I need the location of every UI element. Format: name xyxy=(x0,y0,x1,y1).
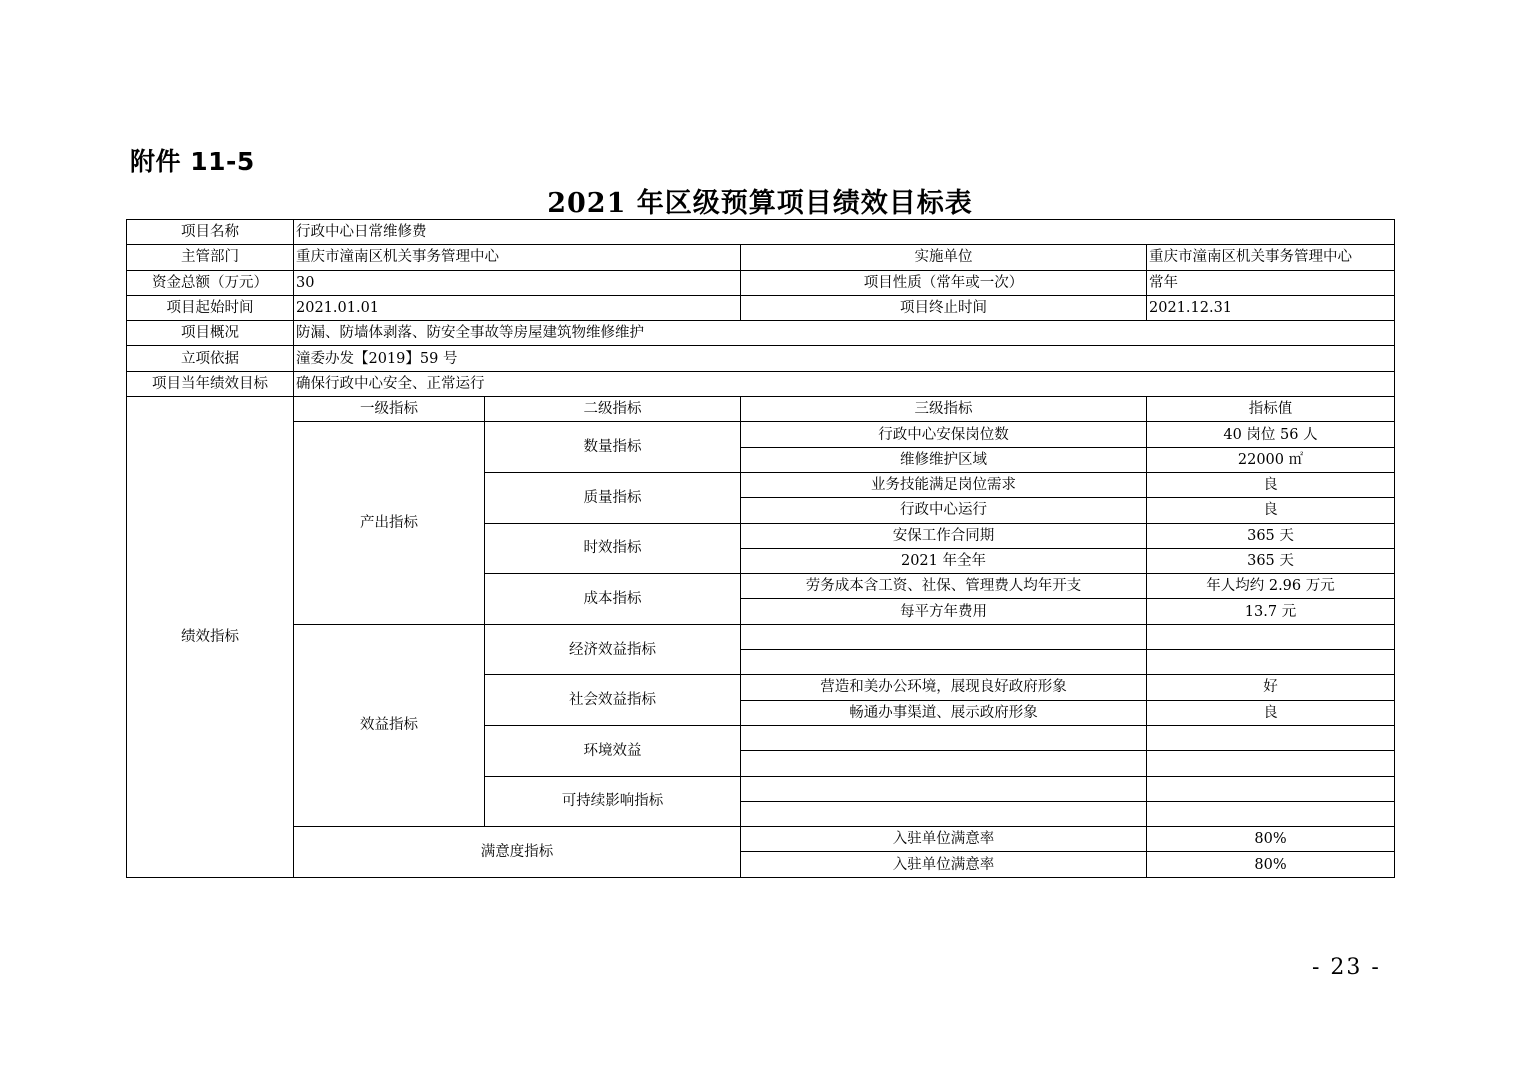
level1-header: 一级指标 xyxy=(294,397,485,422)
table-row xyxy=(127,397,1395,422)
indicator-name: 业务技能满足岗位需求 xyxy=(741,472,1147,497)
indicator-name: 每平方年费用 xyxy=(741,599,1147,624)
indicator-value xyxy=(1147,650,1395,675)
indicator-value xyxy=(1147,624,1395,649)
table-row xyxy=(127,624,1395,649)
indicator-value: 好 xyxy=(1147,675,1395,700)
performance-indicators-label: 绩效指标 xyxy=(127,397,294,878)
timeliness-indicators-label: 时效指标 xyxy=(485,523,741,574)
project-name-label: 项目名称 xyxy=(127,220,294,245)
basis-value: 潼委办发【2019】59 号 xyxy=(294,346,1395,371)
attachment-label: 附件 11-5 xyxy=(130,147,255,176)
indicator-name: 行政中心安保岗位数 xyxy=(741,422,1147,447)
social-benefit-label: 社会效益指标 xyxy=(485,675,741,726)
performance-target-table xyxy=(126,219,1395,878)
indicator-value: 365 天 xyxy=(1147,548,1395,573)
table-row xyxy=(127,270,1395,295)
indicator-value: 良 xyxy=(1147,472,1395,497)
implementer-value: 重庆市潼南区机关事务管理中心 xyxy=(1147,245,1395,270)
annual-goal-value: 确保行政中心安全、正常运行 xyxy=(294,371,1395,396)
overview-label: 项目概况 xyxy=(127,321,294,346)
indicator-value xyxy=(1147,801,1395,826)
nature-value: 常年 xyxy=(1147,270,1395,295)
table-row xyxy=(127,422,1395,447)
indicator-name: 维修维护区域 xyxy=(741,447,1147,472)
quantity-indicators-label: 数量指标 xyxy=(485,422,741,473)
indicator-name: 入驻单位满意率 xyxy=(741,852,1147,877)
indicator-value: 13.7 元 xyxy=(1147,599,1395,624)
table-row xyxy=(127,295,1395,320)
page-number: - 23 - xyxy=(1312,955,1381,980)
benefit-indicators-label: 效益指标 xyxy=(294,624,485,826)
sustainable-impact-label: 可持续影响指标 xyxy=(485,776,741,827)
indicator-name: 营造和美办公环境，展现良好政府形象 xyxy=(741,675,1147,700)
end-date-label: 项目终止时间 xyxy=(741,295,1147,320)
funds-label: 资金总额（万元） xyxy=(127,270,294,295)
indicator-name xyxy=(741,725,1147,750)
indicator-value xyxy=(1147,725,1395,750)
start-date-value: 2021.01.01 xyxy=(294,295,741,320)
indicator-name xyxy=(741,751,1147,776)
annual-goal-label: 项目当年绩效目标 xyxy=(127,371,294,396)
indicator-name: 入驻单位满意率 xyxy=(741,827,1147,852)
indicator-name: 安保工作合同期 xyxy=(741,523,1147,548)
table-row xyxy=(127,220,1395,245)
indicator-name xyxy=(741,624,1147,649)
value-header: 指标值 xyxy=(1147,397,1395,422)
department-value: 重庆市潼南区机关事务管理中心 xyxy=(294,245,741,270)
economic-benefit-label: 经济效益指标 xyxy=(485,624,741,675)
indicator-name: 2021 年全年 xyxy=(741,548,1147,573)
indicator-value: 22000 ㎡ xyxy=(1147,447,1395,472)
indicator-name xyxy=(741,650,1147,675)
indicator-name: 劳务成本含工资、社保、管理费人均年开支 xyxy=(741,574,1147,599)
cost-indicators-label: 成本指标 xyxy=(485,574,741,625)
indicator-value: 良 xyxy=(1147,700,1395,725)
indicator-value: 365 天 xyxy=(1147,523,1395,548)
indicator-name xyxy=(741,776,1147,801)
indicator-value: 80% xyxy=(1147,827,1395,852)
document-title: 2021 年区级预算项目绩效目标表 xyxy=(547,188,973,219)
end-date-value: 2021.12.31 xyxy=(1147,295,1395,320)
indicator-value: 良 xyxy=(1147,498,1395,523)
start-date-label: 项目起始时间 xyxy=(127,295,294,320)
output-indicators-label: 产出指标 xyxy=(294,422,485,624)
indicator-value: 年人均约 2.96 万元 xyxy=(1147,574,1395,599)
indicator-value xyxy=(1147,776,1395,801)
level2-header: 二级指标 xyxy=(485,397,741,422)
table-row xyxy=(127,346,1395,371)
indicator-value: 40 岗位 56 人 xyxy=(1147,422,1395,447)
basis-label: 立项依据 xyxy=(127,346,294,371)
quality-indicators-label: 质量指标 xyxy=(485,472,741,523)
implementer-label: 实施单位 xyxy=(741,245,1147,270)
overview-value: 防漏、防墙体剥落、防安全事故等房屋建筑物维修维护 xyxy=(294,321,1395,346)
environmental-benefit-label: 环境效益 xyxy=(485,725,741,776)
satisfaction-indicators-label: 满意度指标 xyxy=(294,827,741,878)
indicator-name xyxy=(741,801,1147,826)
table-row xyxy=(127,321,1395,346)
nature-label: 项目性质（常年或一次） xyxy=(741,270,1147,295)
table-row xyxy=(127,827,1395,852)
funds-value: 30 xyxy=(294,270,741,295)
level3-header: 三级指标 xyxy=(741,397,1147,422)
project-name-value: 行政中心日常维修费 xyxy=(294,220,1395,245)
indicator-name: 畅通办事渠道、展示政府形象 xyxy=(741,700,1147,725)
table-row xyxy=(127,245,1395,270)
indicator-name: 行政中心运行 xyxy=(741,498,1147,523)
table-row xyxy=(127,371,1395,396)
indicator-value xyxy=(1147,751,1395,776)
department-label: 主管部门 xyxy=(127,245,294,270)
indicator-value: 80% xyxy=(1147,852,1395,877)
